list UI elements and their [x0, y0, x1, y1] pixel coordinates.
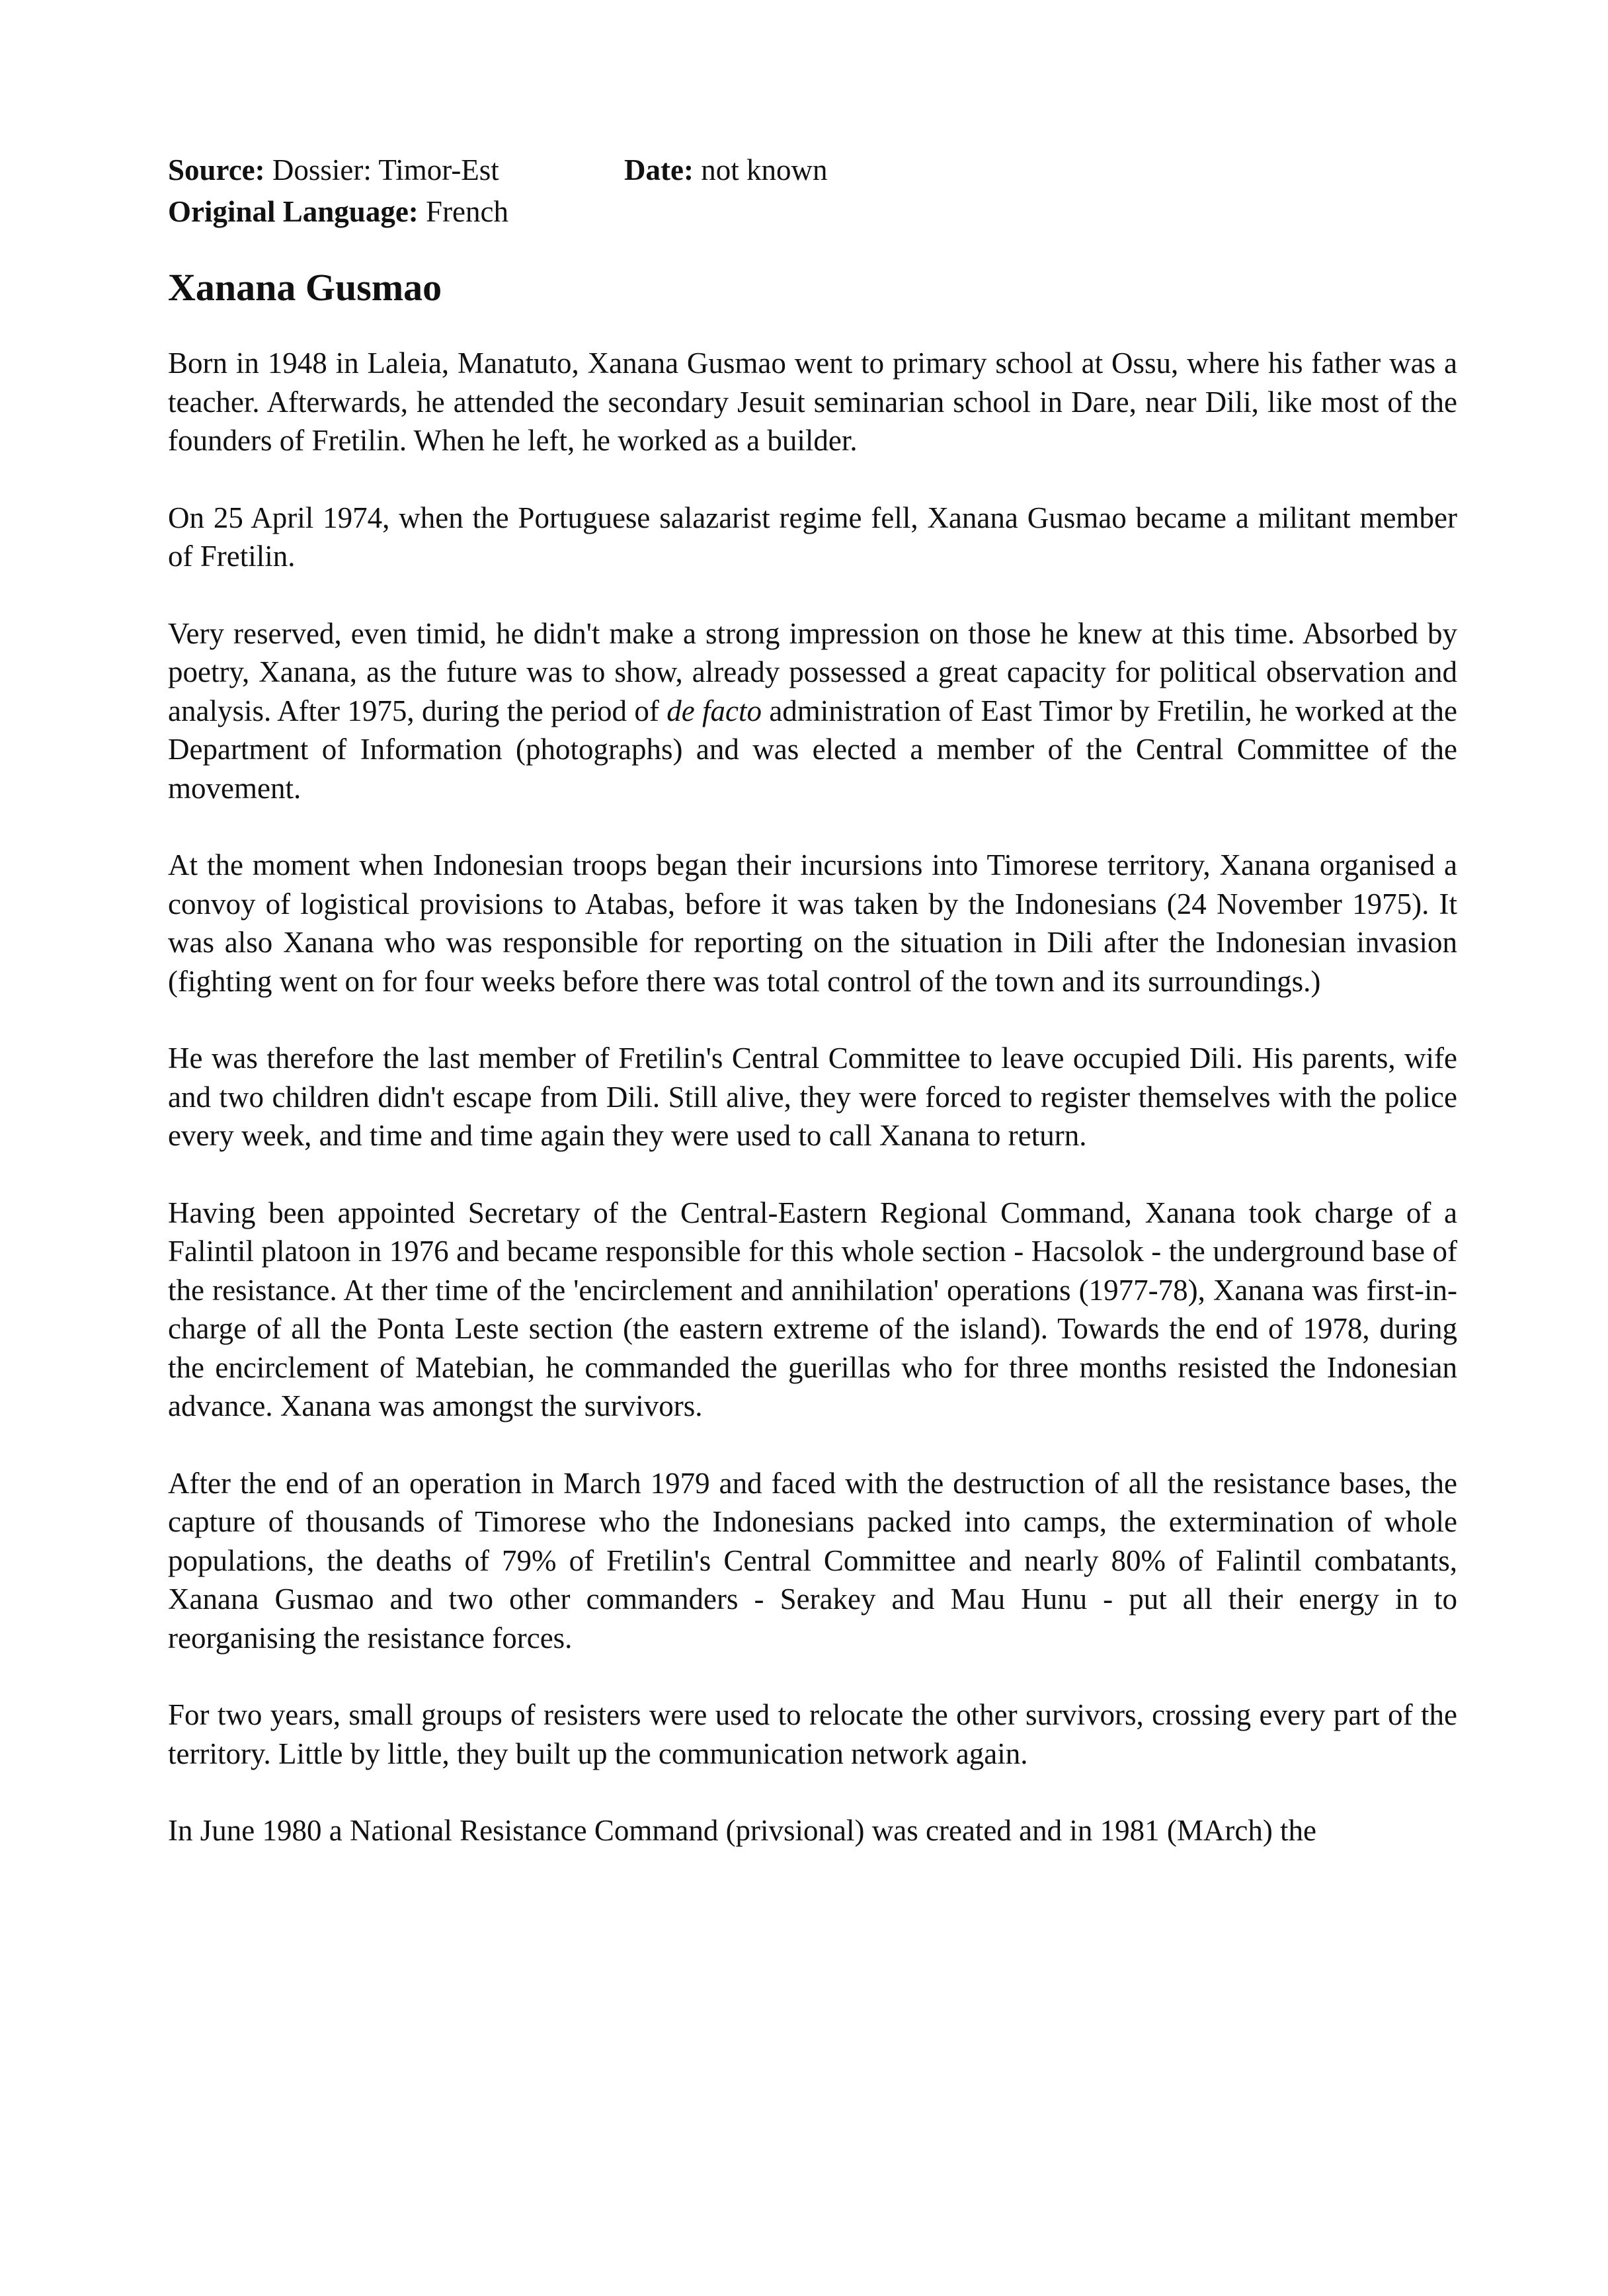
paragraph-4: At the moment when Indonesian troops began their incursions into Timorese territory, Xanana organised a convoy of logistical provisions to Atabas, before it was taken by the Indonesians (24 November 1975). It was also Xanana who was responsible for reporting on the situation in Dili after the Indonesian invasion (fighting went on for four weeks before there was total control of the town and its surroundings.)	[168, 848, 1457, 998]
source-label: Source:	[168, 153, 265, 186]
language-line	[168, 191, 508, 233]
paragraph-2: On 25 April 1974, when the Portuguese salazarist regime fell, Xanana Gusmao became a militant member of Fretilin.	[168, 501, 1457, 573]
paragraph-1: Born in 1948 in Laleia, Manatuto, Xanana Gusmao went to primary school at Ossu, where his father was a teacher. Afterwards, he attended the secondary Jesuit seminarian school in Dare, near Dili, like most of the founders of Fretilin. When he left, he worked as a builder.	[168, 347, 1457, 457]
paragraph-6: Having been appointed Secretary of the Central-Eastern Regional Command, Xanana took charge of a Falintil platoon in 1976 and became responsible for this whole section - Hacsolok - the underground base of the resistance. At ther time of the 'encirclement and annihilation' operations (1977-78), Xanana was first-in-charge of all the Ponta Leste section (the eastern extreme of the island). Towards the end of 1978, during the encirclement of Matebian, he commanded the guerillas who for three months resisted the Indonesian advance. Xanana was amongst the survivors.	[168, 1196, 1457, 1422]
date-value: not known	[701, 153, 828, 186]
paragraph-3	[168, 614, 1457, 808]
page-title: Xanana Gusmao	[168, 266, 442, 309]
document-body	[168, 344, 1457, 1889]
date-label: Date:	[624, 153, 694, 186]
date-line	[624, 149, 827, 191]
document-header	[168, 149, 828, 233]
paragraph-5: He was therefore the last member of Fretilin's Central Committee to leave occupied Dili. His parents, wife and two children didn't escape from Dili. Still alive, they were forced to register themselves with the police every week, and time and time again they were used to call Xanana to return.	[168, 1042, 1457, 1152]
source-value: Dossier: Timor-Est	[272, 153, 499, 186]
paragraph-9: In June 1980 a National Resistance Command (privsional) was created and in 1981 (MArch) the	[168, 1814, 1317, 1847]
paragraph-8: For two years, small groups of resisters were used to relocate the other survivors, crossing every part of the territory. Little by little, they built up the communication network again.	[168, 1698, 1457, 1770]
paragraph-3-italic: de facto	[666, 694, 762, 727]
source-line	[168, 149, 508, 191]
language-label: Original Language:	[168, 195, 419, 228]
paragraph-3-part-1: Very reserved, even timid, he didn't make a strong impression on those he knew at this time. Absorbed by poetry, Xanana, as the future was to show, already possessed a great capacity for political observation and analysis. After 1975, during the period of	[168, 616, 1457, 727]
language-value: French	[426, 195, 509, 228]
paragraph-7: After the end of an operation in March 1979 and faced with the destruction of all the resistance bases, the capture of thousands of Timorese who the Indonesians packed into camps, the extermination of whole populations, the deaths of 79% of Fretilin's Central Committee and nearly 80% of Falintil combatants, Xanana Gusmao and two other commanders - Serakey and Mau Hunu - put all their energy in to reorganising the resistance forces.	[168, 1466, 1457, 1655]
paragraph-3-part-2: administration of East Timor by Fretilin, he worked at the Department of Information (photographs) and was elected a member of the Central Committee of the movement.	[168, 694, 1457, 805]
